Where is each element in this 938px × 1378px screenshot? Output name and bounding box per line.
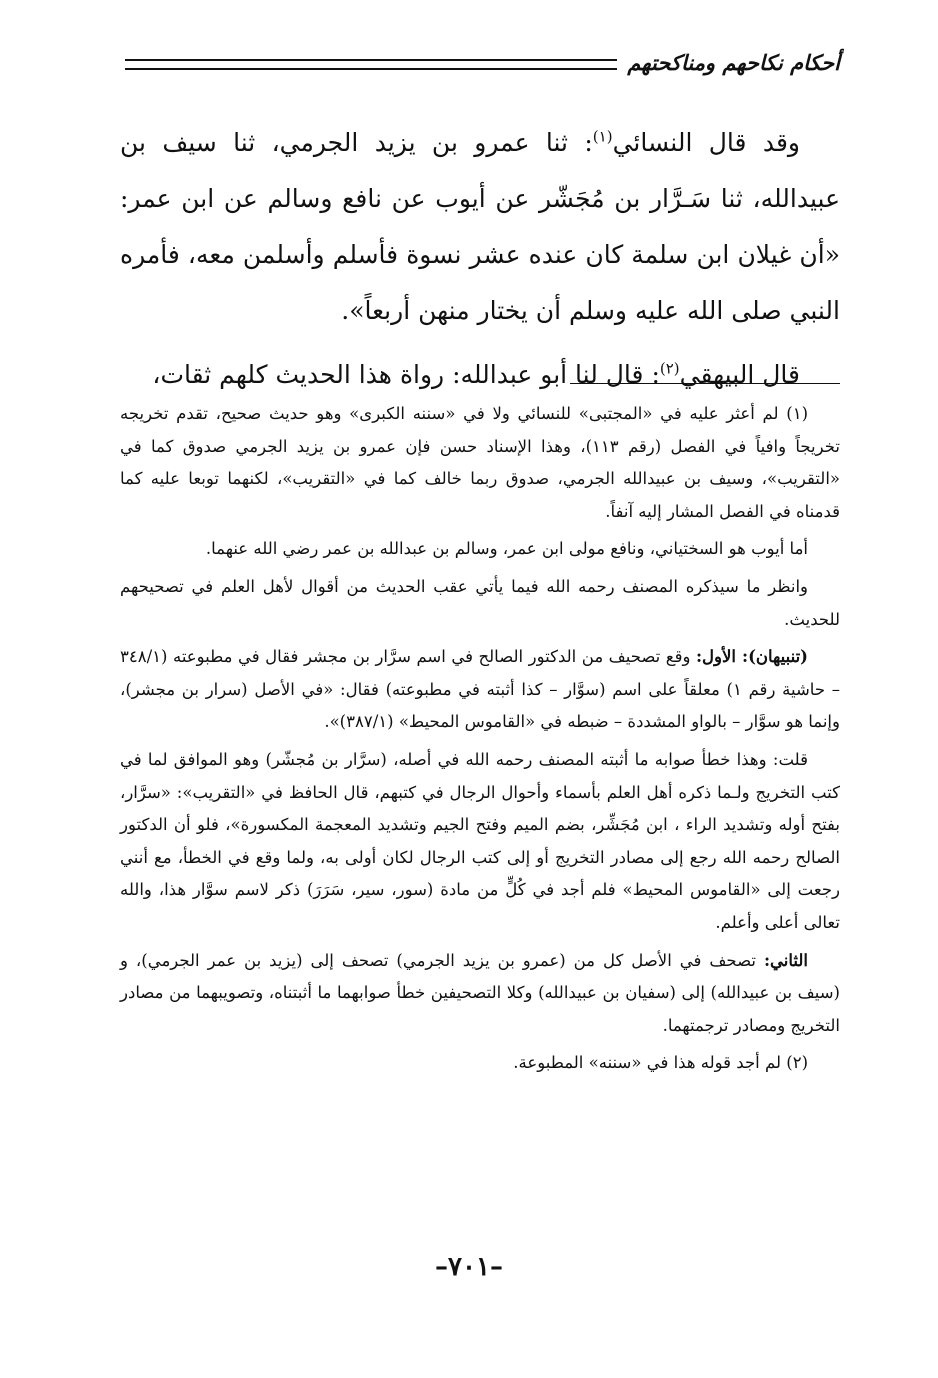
footnote-1-para-4-text: وقع تصحيف من الدكتور الصالح في اسم سرَّار بن مجشر فقال في مطبوعته (٣٤٨/١ – حاشية رقم ١) معلقاً على اسم (سوَّار – كذا أثبته في مطبوعته) فقال: «في الأصل (سرار بن مجشر)، وإنما هو سوَّار – بالواو المشددة – ضبطه في «القاموس المحيط» (٣٨٧/١)». xyxy=(120,647,840,732)
footnote-1-para-6-heading: الثاني: xyxy=(763,950,808,970)
running-header xyxy=(125,48,840,78)
footnote-1-para-2: أما أيوب هو السختياني، ونافع مولى ابن عمر، وسالم بن عبدالله بن عمر رضي الله عنهما. xyxy=(205,539,808,559)
running-header-title: أحكام نكاحهم ومناكحتهم xyxy=(627,51,840,75)
main-paragraph-1 xyxy=(120,115,840,339)
footnote-ref-2[interactable]: (٢) xyxy=(659,359,680,378)
footnote-1-para-3: وانظر ما سيذكره المصنف رحمه الله فيما يأتي عقب الحديث من أقوال لأهل العلم في تصحيحهم للحديث. xyxy=(120,576,840,629)
footnote-1-para-6-text: تصحف في الأصل كل من (عمرو بن يزيد الجرمي) تصحف إلى (يزيد بن عمر الجرمي)، و (سيف بن عبيدالله) إلى (سفيان بن عبيدالله) وكلا التصحيفين خطأ صوابهما ما أثبتناه، وتصويبهما من مصادر التخريج ومصادر ترجمتهما. xyxy=(120,950,840,1035)
footnote-1-para-1: (١) لم أعثر عليه في «المجتبى» للنسائي ولا في «سننه الكبرى» وهو حديث صحيح، تقدم تخريجه تخريجاً وافياً في الفصل (رقم ١١٣)، وهذا الإسناد حسن فإن عمرو بن يزيد الجرمي صدوق كما في «التقريب»، وسيف بن عبيدالله الجرمي، صدوق ربما خالف كما في «التقريب»، لكنهما توبعا عليه كما قدمناه في الفصل المشار إليه آنفاً. xyxy=(120,404,840,521)
footnote-ref-1[interactable]: (١) xyxy=(592,127,613,146)
main-paragraph-2 xyxy=(120,347,840,403)
main-paragraph-1-rest: : ثنا عمرو بن يزيد الجرمي، ثنا سيف بن عبيدالله، ثنا سَـرَّار بن مُجَشّر عن أيوب عن نافع وسالم عن ابن عمر: «أن غيلان ابن سلمة كان عنده عشر نسوة فأسلم وأسلمن معه، فأمره النبي صلى الله عليه وسلم أن يختار منهن أربعاً». xyxy=(120,128,840,325)
main-paragraph-2-start: قال البيهقي xyxy=(679,360,800,389)
main-paragraph-1-start: وقد قال النسائي xyxy=(612,128,801,157)
main-text xyxy=(120,115,840,403)
footnotes xyxy=(120,398,840,1085)
running-header-double-rule xyxy=(125,59,617,70)
page-number: –٧٠١– xyxy=(435,1252,503,1282)
main-paragraph-2-rest: : قال لنا أبو عبدالله: رواة هذا الحديث كلهم ثقات، xyxy=(152,360,660,389)
footnote-2: (٢) لم أجد قوله هذا في «سننه» المطبوعة. xyxy=(513,1053,808,1073)
footnote-1-para-5: قلت: وهذا خطأ صوابه ما أثبته المصنف رحمه الله في أصله، (سرَّار بن مُجشّر) وهو الموافق لما في كتب التخريج ولـما ذكره أهل العلم بأسماء وأحوال الرجال في كتبهم، قال الحافظ في «التقريب»: «سرَّار، بفتح أوله وتشديد الراء ، ابن مُجَشِّر، بضم الميم وفتح الجيم وتشديد المعجمة المكسورة»، فلو أن الدكتور الصالح رحمه الله رجع إلى مصادر التخريج أو إلى كتب الرجال لكان أولى به، ولما وقع في الخطأ، مع أنني رجعت إلى «القاموس المحيط» فلم أجد في كُلٍّ من مادة (سور، سير، سَرَرَ) ذكر لاسم سوَّار هذا، والله تعالى أعلى وأعلم. xyxy=(120,749,840,932)
footnote-1-para-6 xyxy=(120,945,840,1043)
footnote-1-para-4-heading: (تنبيهان): الأول: xyxy=(695,647,808,667)
footnote-separator xyxy=(570,383,840,384)
footnote-1-para-4 xyxy=(120,641,840,739)
